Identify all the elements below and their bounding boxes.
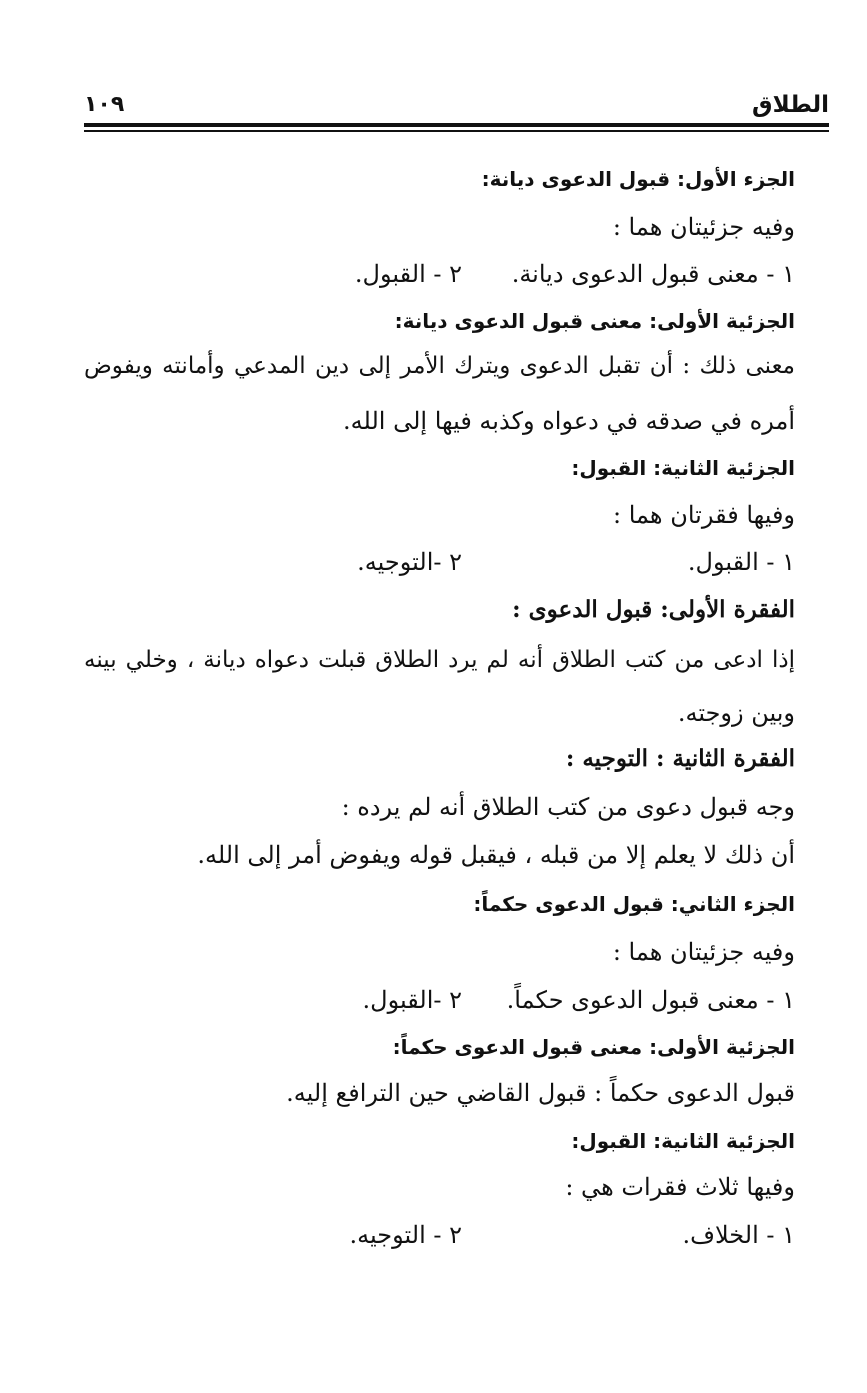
list-item: ١ - معنى قبول الدعوى حكماً.: [506, 986, 795, 1014]
paragraph-line: وجه قبول دعوى من كتب الطلاق أنه لم يرده :: [341, 793, 795, 821]
paragraph-line: إذا ادعى من كتب الطلاق أنه لم يرد الطلاق قبلت دعواه ديانة ، وخلي بينه: [84, 647, 795, 673]
subsection-heading: الجزئية الأولى: معنى قبول الدعوى حكماً:: [392, 1035, 795, 1059]
paragraph-line: قبول الدعوى حكماً : قبول القاضي حين الترافع إليه.: [286, 1079, 795, 1107]
list-item: ٢ - القبول.: [354, 260, 462, 288]
text-line: وفيها فقرتان هما :: [613, 501, 795, 529]
list-item: ١ - القبول.: [687, 548, 795, 576]
paragraph-heading: الفقرة الثانية : التوجيه :: [565, 745, 795, 772]
list-item: ٢ -القبول.: [362, 986, 462, 1014]
page-number: ١٠٩: [84, 92, 125, 117]
text-line: وفيه جزئيتان هما :: [612, 213, 795, 241]
chapter-title: الطلاق: [752, 92, 829, 118]
list-item: ١ - الخلاف.: [682, 1221, 795, 1249]
section-heading: الجزء الأول: قبول الدعوى ديانة:: [481, 167, 795, 191]
text-line: وفيه جزئيتان هما :: [612, 938, 795, 966]
subsection-heading: الجزئية الثانية: القبول:: [571, 456, 795, 480]
section-heading: الجزء الثاني: قبول الدعوى حكماً:: [473, 892, 795, 916]
subsection-heading: الجزئية الثانية: القبول:: [571, 1129, 795, 1153]
list-item: ٢ -التوجيه.: [357, 548, 462, 576]
list-item: ٢ - التوجيه.: [349, 1221, 462, 1249]
paragraph-line: أمره في صدقه في دعواه وكذبه فيها إلى الله.: [343, 407, 795, 435]
text-line: وفيها ثلاث فقرات هي :: [565, 1173, 795, 1201]
subsection-heading: الجزئية الأولى: معنى قبول الدعوى ديانة:: [394, 309, 795, 333]
paragraph-heading: الفقرة الأولى: قبول الدعوى :: [512, 596, 795, 623]
list-item: ١ - معنى قبول الدعوى ديانة.: [511, 260, 795, 288]
paragraph-line: معنى ذلك : أن تقبل الدعوى ويترك الأمر إلى دين المدعي وأمانته ويفوض: [84, 353, 795, 379]
paragraph-line: وبين زوجته.: [677, 699, 795, 727]
paragraph-line: أن ذلك لا يعلم إلا من قبله ، فيقبل قوله ويفوض أمر إلى الله.: [197, 841, 795, 869]
